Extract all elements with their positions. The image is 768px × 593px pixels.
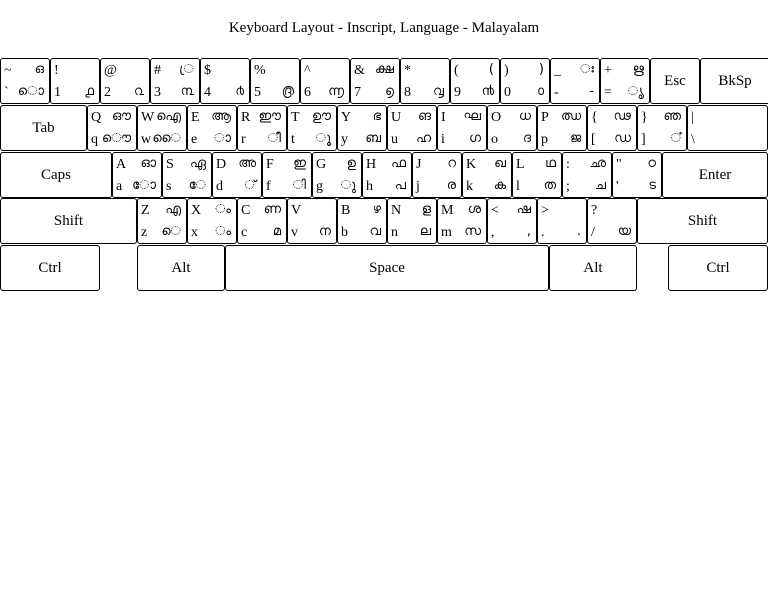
key-base-char: ` <box>4 85 9 100</box>
key-malayalam-shift: ഷ <box>516 202 531 218</box>
key-a[interactable] <box>112 152 162 198</box>
key-shift-char: J <box>416 156 422 172</box>
key-q[interactable] <box>87 105 137 151</box>
key-enter[interactable] <box>662 152 768 198</box>
key-base-char: l <box>516 178 520 194</box>
key-base-char: 5 <box>254 85 261 100</box>
key-b[interactable] <box>337 198 387 244</box>
key-malayalam-base: ഼ <box>670 130 681 146</box>
key-shift-char: Z <box>141 203 150 219</box>
key-malayalam-base: - <box>589 84 594 99</box>
key-n[interactable] <box>387 198 437 244</box>
key-malayalam-shift: ങ <box>417 108 431 124</box>
key-malayalam-base: ി <box>292 177 306 193</box>
key-shift-char: V <box>291 203 302 219</box>
key-base-char: f <box>266 178 271 194</box>
key-base-char: q <box>91 131 98 147</box>
key-base-char: m <box>441 225 452 241</box>
key-base-char: = <box>604 85 612 100</box>
key-malayalam-shift: ഢ <box>613 108 631 124</box>
key-label: Space <box>369 260 405 277</box>
key-shift-char: S <box>166 156 174 172</box>
key-base-char: 8 <box>404 85 411 100</box>
keyboard-layout <box>0 58 768 292</box>
key-base-char: i <box>441 131 445 147</box>
key-malayalam-base: ജ <box>570 130 581 146</box>
key-t[interactable] <box>287 105 337 151</box>
key-malayalam-shift: ഉ <box>346 155 356 171</box>
key-o[interactable] <box>487 105 537 151</box>
key-m[interactable] <box>437 198 487 244</box>
key-malayalam-base: ാ <box>214 130 231 146</box>
key-base-char: \ <box>691 131 695 147</box>
key-shift-char: ( <box>454 63 459 78</box>
key-malayalam-base: , <box>526 224 531 240</box>
key-malayalam-base: ൦ <box>537 84 544 99</box>
key-malayalam-shift: ഖ <box>494 155 506 171</box>
key-base-char: r <box>241 131 246 147</box>
key-base-char: 3 <box>154 85 161 100</box>
key-malayalam-base: ു <box>340 177 356 193</box>
keyboard-row-3 <box>0 152 768 199</box>
key-malayalam-shift: ്ര <box>179 62 194 77</box>
key-malayalam-base: ് <box>244 177 256 193</box>
key-base-char: 6 <box>304 85 311 100</box>
key-malayalam-base: ോ <box>132 177 156 193</box>
key-malayalam-shift: ആ <box>211 108 231 124</box>
key-u[interactable] <box>387 105 437 151</box>
key-shift-char: ^ <box>304 63 311 78</box>
key-base-char: j <box>416 178 420 194</box>
key-malayalam-base: ൧ <box>84 84 94 99</box>
key-shift-char: T <box>291 109 300 125</box>
key-base-char: e <box>191 131 198 147</box>
key-base-char: 0 <box>504 85 511 100</box>
key-space[interactable] <box>225 245 549 291</box>
key-base-char: o <box>491 131 498 147</box>
key-malayalam-base: ൈ <box>152 130 181 146</box>
key-malayalam-shift: ഥ <box>545 155 556 171</box>
key-malayalam-shift: ഞ <box>663 108 681 124</box>
key-base-char: s <box>166 178 172 194</box>
key-malayalam-base: േ <box>188 177 206 193</box>
key-base-char: 4 <box>204 85 211 100</box>
key-malayalam-base: ട <box>648 177 656 193</box>
key-malayalam-shift: ക്ഷ <box>375 62 394 77</box>
key-caps[interactable] <box>0 152 112 198</box>
key-shift[interactable] <box>0 198 137 244</box>
key-l[interactable] <box>512 152 562 198</box>
key-label: Shift <box>687 213 718 230</box>
key-malayalam-base: ൊ <box>17 84 44 99</box>
key-shift-char: _ <box>554 63 561 78</box>
key-label: Ctrl <box>38 260 62 277</box>
key-shift[interactable] <box>637 198 768 244</box>
key-malayalam-shift: ഠ <box>647 155 656 171</box>
key-2[interactable] <box>100 58 150 104</box>
key-malayalam-base: ത <box>543 177 556 193</box>
key-base-char: x <box>191 225 198 241</box>
key-shift-char: N <box>391 203 402 219</box>
key-malayalam-base: വ <box>369 224 381 240</box>
key-base-char: / <box>591 225 595 241</box>
key-malayalam-base: ൫ <box>281 84 294 99</box>
key-shift-char: A <box>116 156 127 172</box>
key-label: Enter <box>698 166 732 183</box>
key-malayalam-base: ല <box>419 224 431 240</box>
key-base-char: ' <box>616 178 619 194</box>
key-malayalam-base: ന <box>318 224 331 240</box>
key-x[interactable] <box>187 198 237 244</box>
key-sym-11[interactable] <box>587 105 637 151</box>
key-6[interactable] <box>300 58 350 104</box>
key-shift-char: ~ <box>4 63 12 78</box>
key-shift-char: @ <box>104 63 117 78</box>
key-label: Caps <box>41 166 71 183</box>
key-base-char: - <box>554 85 559 100</box>
key-malayalam-shift: ഈ <box>258 108 281 124</box>
key-malayalam-shift: ഘ <box>463 108 481 124</box>
key-0[interactable] <box>500 58 550 104</box>
key-base-char: a <box>116 178 123 194</box>
key-esc[interactable] <box>650 58 700 104</box>
key-label: BkSp <box>718 73 752 89</box>
key-label: Alt <box>583 260 603 277</box>
key-shift-char: P <box>541 109 549 125</box>
key-malayalam-shift: ണ <box>263 202 281 218</box>
key-shift-char: $ <box>204 63 211 78</box>
key-base-char: 2 <box>104 85 111 100</box>
key-label: Alt <box>171 260 191 277</box>
key-malayalam-shift: ഒ <box>34 62 44 77</box>
key-shift-char: O <box>491 109 502 125</box>
key-malayalam-base: ബ <box>365 130 381 146</box>
key-shift-char: + <box>604 63 612 78</box>
key-malayalam-base: ൌ <box>101 130 131 146</box>
key-sym-10[interactable] <box>562 152 612 198</box>
key-base-char: 7 <box>354 85 361 100</box>
key-9[interactable] <box>450 58 500 104</box>
key-base-char: v <box>291 225 298 241</box>
key-base-char: t <box>291 131 295 147</box>
key-shift-char: B <box>341 203 351 219</box>
key-shift-char: U <box>391 109 402 125</box>
key-sym-8[interactable] <box>487 198 537 244</box>
key-label: Tab <box>32 119 55 136</box>
key-malayalam-shift: ഏ <box>189 155 206 171</box>
key-malayalam-base: ൂ <box>315 130 331 146</box>
key-f[interactable] <box>262 152 312 198</box>
key-shift-char: < <box>491 203 499 219</box>
key-malayalam-shift: ഫ <box>391 155 406 171</box>
key-base-char: z <box>141 225 148 241</box>
key-malayalam-shift: ം <box>215 202 231 218</box>
key-r[interactable] <box>237 105 287 151</box>
key-malayalam-base: ൯ <box>481 84 494 99</box>
key-malayalam-shift: ഋ <box>632 62 644 77</box>
key-3[interactable] <box>150 58 200 104</box>
key-sym-9[interactable] <box>537 198 587 244</box>
key-shift-char: | <box>691 109 694 125</box>
key-malayalam-shift: എ <box>165 202 181 218</box>
key-malayalam-base: ക <box>493 177 506 193</box>
key-ctrl[interactable] <box>0 245 100 291</box>
key-g[interactable] <box>312 152 362 198</box>
key-base-char: , <box>491 225 495 241</box>
key-backslash[interactable] <box>687 105 768 151</box>
key-shift-char: W <box>141 109 155 125</box>
key-base-char: g <box>316 178 323 194</box>
key-shift-char: { <box>591 109 598 125</box>
key-shift-char: F <box>266 156 274 172</box>
key-shift-char: M <box>441 203 454 219</box>
key-label: Esc <box>664 73 686 89</box>
key-shift-char: G <box>316 156 327 172</box>
key-malayalam-shift: ഐ <box>156 108 181 124</box>
key-ctrl[interactable] <box>668 245 768 291</box>
key-malayalam-base: ച <box>594 177 606 193</box>
key-base-char: 1 <box>54 85 61 100</box>
key-base-char: h <box>366 178 373 194</box>
keyboard-row-1 <box>0 58 768 105</box>
key-base-char: . <box>541 225 545 241</box>
key-malayalam-shift: ഴ <box>372 202 381 218</box>
key-shift-char: K <box>466 156 477 172</box>
key-malayalam-shift: ഔ <box>111 108 131 124</box>
key-label: Shift <box>53 213 84 230</box>
key-label: Ctrl <box>706 260 730 277</box>
key-alt[interactable] <box>549 245 637 291</box>
key-malayalam-base: ഹ <box>416 130 431 146</box>
key-p[interactable] <box>537 105 587 151</box>
key-malayalam-base: സ <box>464 224 481 240</box>
key-malayalam-shift: ഇ <box>293 155 306 171</box>
key-malayalam-shift: ഃ <box>580 62 594 77</box>
key-malayalam-base: ീ <box>267 130 281 146</box>
key-w[interactable] <box>137 105 187 151</box>
key-malayalam-base: ഡ <box>614 130 631 146</box>
key-shift-char: X <box>191 203 202 219</box>
key-shift-char: C <box>241 203 251 219</box>
key-y[interactable] <box>337 105 387 151</box>
key-v[interactable] <box>287 198 337 244</box>
key-k[interactable] <box>462 152 512 198</box>
key-base-char: 9 <box>454 85 461 100</box>
key-malayalam-base: ൬ <box>328 84 344 99</box>
key-base-char: ; <box>566 178 570 194</box>
key-base-char: n <box>391 225 398 241</box>
key-sym-11[interactable] <box>550 58 600 104</box>
page-title: Keyboard Layout - Inscript, Language - Malayalam <box>228 20 540 36</box>
key-sym-12[interactable] <box>637 105 687 151</box>
key-c[interactable] <box>237 198 287 244</box>
key-malayalam-base: ൮ <box>433 84 444 99</box>
keyboard-row-4 <box>0 198 768 245</box>
key-malayalam-base: . <box>576 224 581 240</box>
key-d[interactable] <box>212 152 262 198</box>
key-malayalam-base: ം <box>215 224 231 240</box>
key-malayalam-shift: ശ <box>467 202 481 218</box>
key-shift-char: E <box>191 109 200 125</box>
key-sym-10[interactable] <box>587 198 637 244</box>
key-malayalam-base: ഗ <box>469 130 481 146</box>
key-sym-12[interactable] <box>600 58 650 104</box>
key-base-char: k <box>466 178 473 194</box>
key-shift-char: " <box>616 156 622 172</box>
key-i[interactable] <box>437 105 487 151</box>
key-base-char: b <box>341 225 348 241</box>
key-shift-char: ? <box>591 203 598 219</box>
key-alt[interactable] <box>137 245 225 291</box>
key-malayalam-shift: ഛ <box>589 155 606 171</box>
key-1[interactable] <box>50 58 100 104</box>
key-malayalam-shift: ( <box>488 62 494 77</box>
key-malayalam-shift: ) <box>538 62 544 77</box>
key-shift-char: > <box>541 203 549 219</box>
key-malayalam-base: ദ <box>522 130 531 146</box>
key-shift-char: D <box>216 156 227 172</box>
key-shift-char: : <box>566 156 570 172</box>
key-sym-11[interactable] <box>612 152 662 198</box>
key-s[interactable] <box>162 152 212 198</box>
key-shift-char: # <box>154 63 161 78</box>
key-malayalam-base: ൨ <box>134 84 144 99</box>
keyboard-row-2 <box>0 105 768 152</box>
key-malayalam-base: ൩ <box>180 84 194 99</box>
key-shift-char: Y <box>341 109 352 125</box>
key-malayalam-base: മ <box>272 224 281 240</box>
key-shift-char: } <box>641 109 648 125</box>
key-h[interactable] <box>362 152 412 198</box>
key-shift-char: R <box>241 109 251 125</box>
key-base-char: p <box>541 131 548 147</box>
key-shift-char: ! <box>54 63 59 78</box>
key-base-char: w <box>141 131 152 147</box>
keyboard-row-5 <box>0 245 768 292</box>
key-z[interactable] <box>137 198 187 244</box>
key-malayalam-shift: ഭ <box>372 108 381 124</box>
key-8[interactable] <box>400 58 450 104</box>
key-malayalam-base: ൭ <box>385 84 394 99</box>
key-shift-char: ) <box>504 63 509 78</box>
key-shift-char: I <box>441 109 446 125</box>
key-sym-0[interactable] <box>0 58 50 104</box>
key-shift-char: & <box>354 63 365 78</box>
key-e[interactable] <box>187 105 237 151</box>
key-malayalam-base: പ <box>394 177 406 193</box>
key-malayalam-shift: ള <box>421 202 431 218</box>
key-j[interactable] <box>412 152 462 198</box>
key-shift-char: % <box>254 63 266 78</box>
key-malayalam-base: ര <box>446 177 456 193</box>
key-7[interactable] <box>350 58 400 104</box>
key-malayalam-shift: ധ <box>518 108 531 124</box>
key-base-char: ] <box>641 131 646 147</box>
key-base-char: u <box>391 131 398 147</box>
key-bksp[interactable] <box>700 58 768 104</box>
key-malayalam-shift: ഓ <box>140 155 156 171</box>
key-malayalam-base: ൃ <box>627 84 644 99</box>
key-5[interactable] <box>250 58 300 104</box>
key-tab[interactable] <box>0 105 87 151</box>
key-shift-char: * <box>404 63 411 78</box>
key-4[interactable] <box>200 58 250 104</box>
key-shift-char: L <box>516 156 525 172</box>
key-base-char: y <box>341 131 348 147</box>
key-shift-char: Q <box>91 109 102 125</box>
key-base-char: c <box>241 225 248 241</box>
key-malayalam-base: ൪ <box>235 84 244 99</box>
key-malayalam-base: യ <box>617 224 631 240</box>
key-base-char: d <box>216 178 223 194</box>
key-malayalam-base: െ <box>161 224 181 240</box>
key-malayalam-shift: റ <box>447 155 456 171</box>
key-malayalam-shift: ഊ <box>311 108 331 124</box>
key-malayalam-shift: അ <box>238 155 256 171</box>
key-base-char: [ <box>591 131 596 147</box>
key-shift-char: H <box>366 156 377 172</box>
key-malayalam-shift: ഝ <box>561 108 581 124</box>
